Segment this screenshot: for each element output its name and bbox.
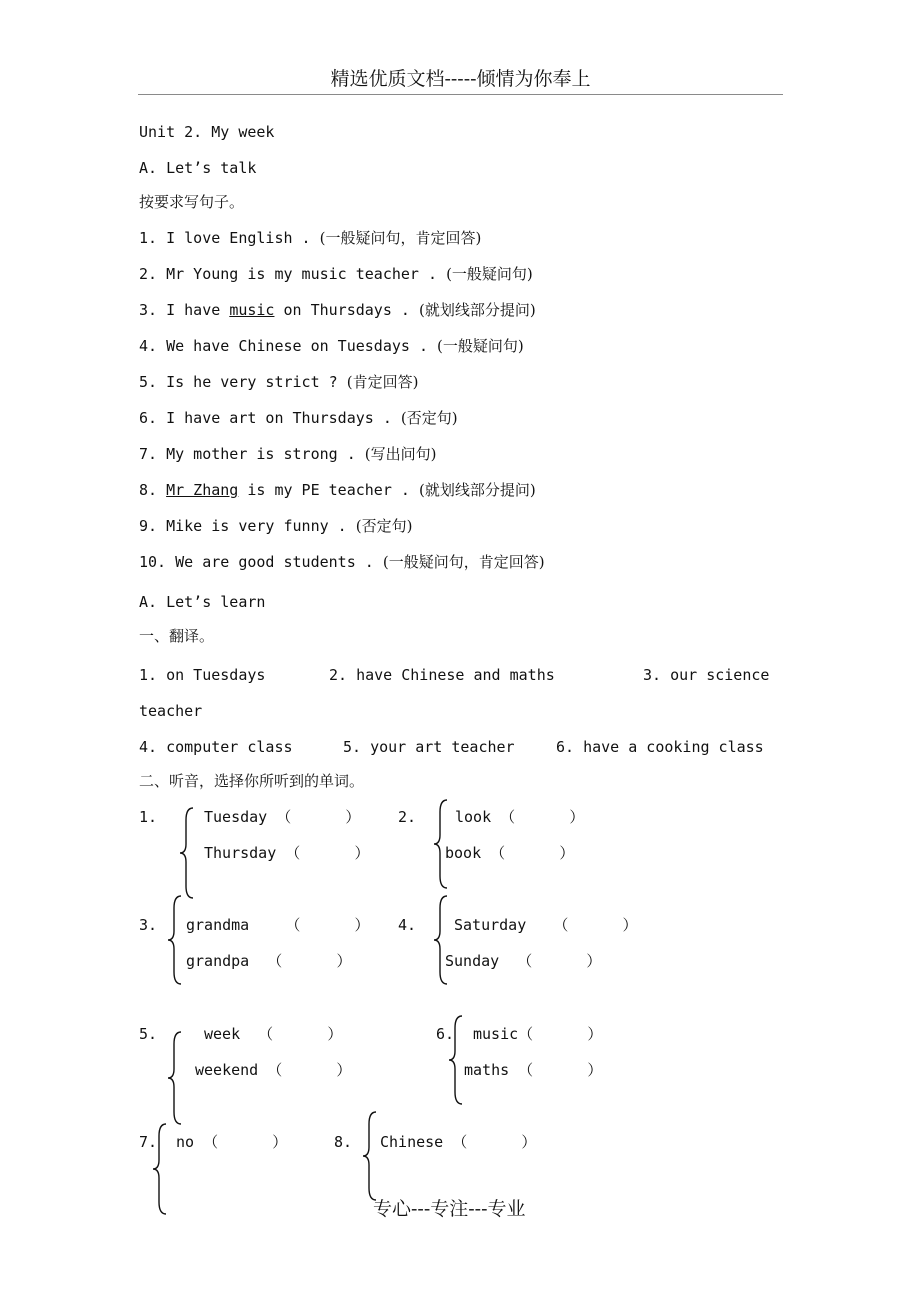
choice-number: 2. [398, 808, 417, 826]
talk-item-note: (否定句) [355, 517, 413, 535]
talk-item-text: Is he very strict ? [166, 373, 347, 391]
talk-item [139, 227, 481, 249]
choice-option[interactable]: maths （ ） [464, 1061, 603, 1079]
talk-item [139, 371, 418, 393]
left-brace-icon [166, 1030, 184, 1126]
talk-item-note: (否定句) [400, 409, 458, 427]
talk-item-number: 3. [139, 301, 158, 319]
page-footer: 专心---专注---专业 [373, 1198, 526, 1220]
part1-title: 一、翻译。 [139, 627, 215, 645]
talk-item-number: 5. [139, 373, 158, 391]
unit-title: Unit 2. My week [139, 123, 275, 141]
choice-option[interactable]: book （ ） [445, 844, 575, 862]
choice-option[interactable]: look （ ） [455, 808, 585, 826]
talk-item [139, 263, 533, 285]
choice-number: 1. [139, 808, 158, 826]
talk-item [139, 407, 458, 429]
left-brace-icon [432, 894, 450, 986]
talk-item-text: We have Chinese on Tuesdays . [166, 337, 438, 355]
choice-option[interactable]: Tuesday （ ） [204, 808, 361, 826]
choice-number: 4. [398, 916, 417, 934]
talk-item-number: 7. [139, 445, 158, 463]
talk-item-text: We are good students . [175, 553, 383, 571]
part2-title: 二、听音，选择你所听到的单词。 [139, 772, 365, 790]
talk-item-text: I have [166, 301, 230, 319]
choice-number: 3. [139, 916, 158, 934]
choice-option[interactable]: grandpa （ ） [186, 952, 352, 970]
choice-option[interactable]: week （ ） [204, 1025, 343, 1043]
talk-item-note: (就划线部分提问) [418, 481, 536, 499]
choice-option[interactable]: Chinese （ ） [380, 1133, 537, 1151]
talk-item [139, 551, 545, 573]
talk-item-underlined: Mr Zhang [166, 481, 239, 499]
talk-item-text: is my PE teacher . [238, 481, 419, 499]
talk-item-text: Mr Young is my music teacher . [166, 265, 447, 283]
talk-item-number: 1. [139, 229, 158, 247]
talk-item-number: 2. [139, 265, 158, 283]
translate-item: 2. have Chinese and maths [329, 666, 555, 684]
talk-item-number: 10. [139, 553, 167, 571]
choice-number: 8. [334, 1133, 353, 1151]
left-brace-icon [151, 1122, 169, 1216]
translate-item: 6. have a cooking class [556, 738, 764, 756]
left-brace-icon [166, 894, 184, 986]
talk-item-text: I have art on Thursdays . [166, 409, 401, 427]
translate-item-continued: teacher [139, 702, 203, 720]
instruction: 按要求写句子。 [139, 193, 245, 211]
choice-option[interactable]: Sunday （ ） [445, 952, 602, 970]
choice-option[interactable]: music（ ） [473, 1025, 603, 1043]
choice-option[interactable]: Saturday （ ） [454, 916, 638, 934]
talk-item [139, 515, 412, 537]
talk-item-text: My mother is strong . [166, 445, 365, 463]
choice-option[interactable]: Thursday （ ） [204, 844, 370, 862]
talk-item-note: (肯定回答) [346, 373, 419, 391]
talk-item-note: (一般疑问句，肯定回答) [319, 229, 482, 247]
talk-item [139, 299, 536, 321]
section-lets-talk: A. Let’s talk [139, 159, 257, 177]
talk-item-note: (一般疑问句) [446, 265, 533, 283]
talk-item-text: I love English . [166, 229, 320, 247]
talk-item-number: 9. [139, 517, 158, 535]
talk-item-note: (写出问句) [364, 445, 437, 463]
talk-item-note: (一般疑问句，肯定回答) [382, 553, 545, 571]
choice-number: 5. [139, 1025, 158, 1043]
talk-item-note: (就划线部分提问) [418, 301, 536, 319]
section-lets-learn: A. Let’s learn [139, 593, 266, 611]
talk-item-underlined: music [229, 301, 275, 319]
talk-item [139, 443, 437, 465]
translate-item: 4. computer class [139, 738, 293, 756]
translate-item: 1. on Tuesdays [139, 666, 266, 684]
talk-item [139, 335, 524, 357]
choice-option[interactable]: no （ ） [176, 1133, 288, 1151]
talk-item-text: on Thursdays . [274, 301, 419, 319]
left-brace-icon [361, 1110, 379, 1202]
talk-item-text: Mike is very funny . [166, 517, 356, 535]
choice-option[interactable]: weekend （ ） [195, 1061, 352, 1079]
talk-item [139, 479, 536, 501]
choice-option[interactable]: grandma （ ） [186, 916, 370, 934]
talk-item-note: (一般疑问句) [437, 337, 524, 355]
choice-number: 7. [139, 1133, 158, 1151]
translate-item: 3. our science [643, 666, 770, 684]
page-header: 精选优质文档-----倾情为你奉上 [138, 64, 783, 95]
talk-item-number: 4. [139, 337, 158, 355]
talk-item-number: 6. [139, 409, 158, 427]
translate-item: 5. your art teacher [343, 738, 515, 756]
left-brace-icon [447, 1014, 465, 1106]
left-brace-icon [178, 806, 196, 900]
talk-item-number: 8. [139, 481, 158, 499]
choice-number: 6. [436, 1025, 455, 1043]
